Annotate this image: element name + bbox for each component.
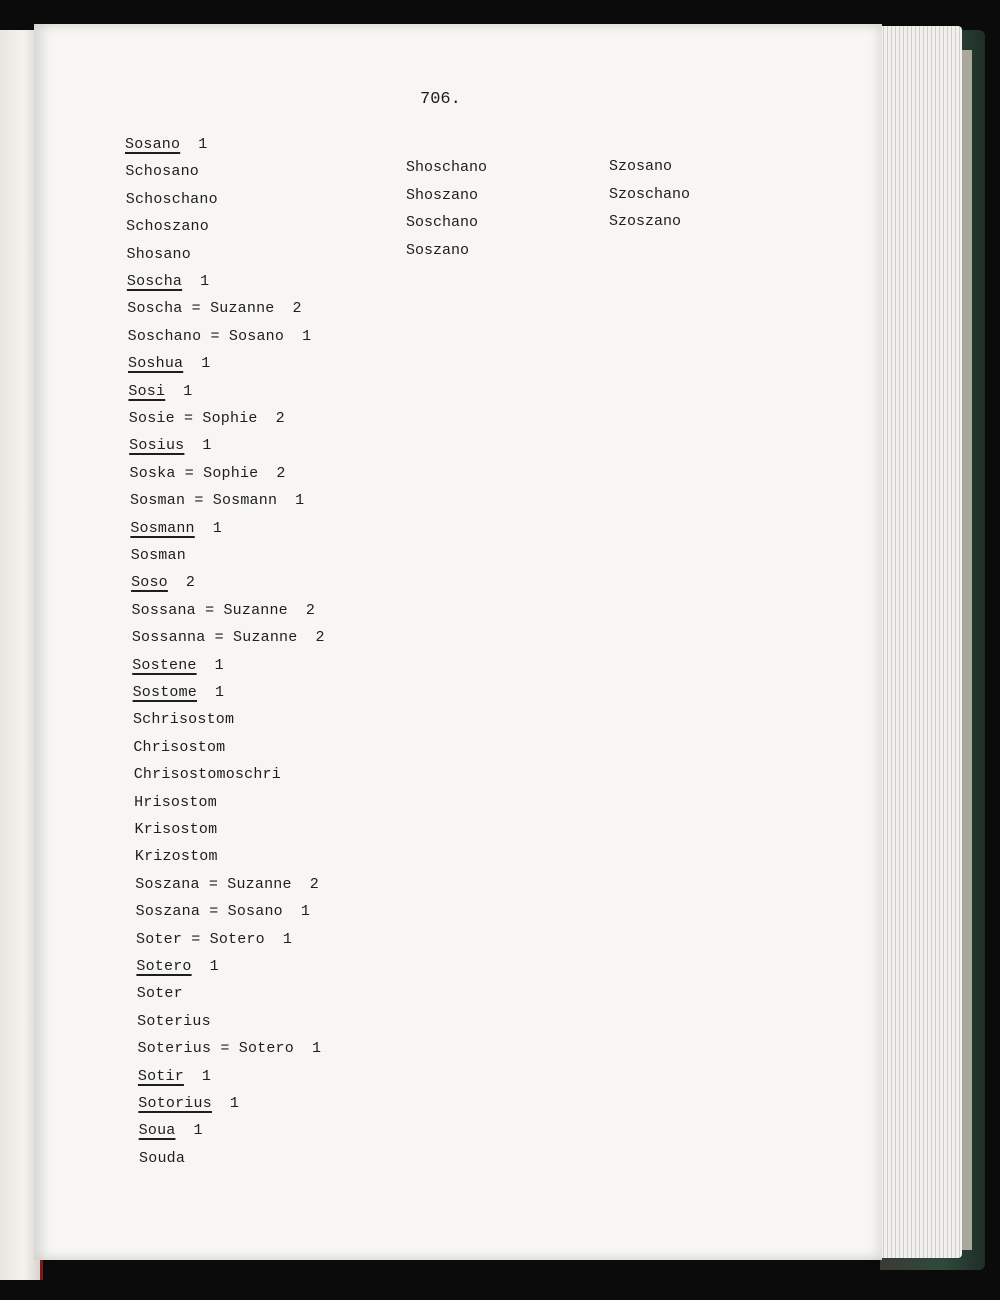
entry-line bbox=[135, 848, 218, 865]
entry-name: Krisostom bbox=[134, 821, 218, 838]
variant-name: Shoszano bbox=[406, 186, 479, 204]
entry-name: Soska = Sophie bbox=[129, 464, 259, 482]
entry-name: Sotir bbox=[137, 1067, 184, 1085]
entry-name: Hrisostom bbox=[134, 793, 217, 811]
entry-name: Souda bbox=[139, 1149, 186, 1167]
entry-count: 1 bbox=[311, 1040, 322, 1058]
variant-column-3 bbox=[609, 153, 690, 236]
entry-line bbox=[128, 383, 192, 400]
entry-count: 2 bbox=[292, 300, 302, 318]
entry-name: Krizostom bbox=[134, 848, 218, 866]
entry-name: Soterius bbox=[137, 1012, 211, 1030]
entry-name: Sosius bbox=[129, 437, 185, 455]
entry-name: Soszana = Suzanne bbox=[135, 875, 292, 893]
entry-line bbox=[138, 1095, 239, 1112]
entry-name: Sostene bbox=[132, 656, 197, 674]
entry-name: Sossanna = Suzanne bbox=[131, 629, 298, 647]
entry-name: Sotero bbox=[136, 958, 192, 975]
entry-line bbox=[135, 876, 319, 893]
page-number: 706. bbox=[420, 90, 461, 109]
entry-line bbox=[133, 711, 234, 728]
entry-count: 2 bbox=[185, 574, 196, 592]
entry-name: Soszana = Sosano bbox=[135, 903, 283, 921]
entry-count: 1 bbox=[214, 656, 224, 674]
entry-line bbox=[128, 355, 210, 372]
entry-count: 1 bbox=[295, 492, 305, 510]
entry-count: 1 bbox=[209, 958, 219, 975]
entry-line bbox=[131, 602, 315, 619]
entry-line bbox=[139, 1150, 185, 1167]
variant-name: Szosano bbox=[609, 158, 673, 175]
entry-line bbox=[138, 1068, 211, 1085]
entry-name: Sosie = Sophie bbox=[128, 410, 258, 427]
entry-line bbox=[136, 931, 292, 948]
entry-name: Sosman = Sosmann bbox=[129, 492, 278, 510]
entry-line bbox=[130, 465, 286, 482]
entry-line bbox=[132, 657, 224, 674]
entry-name: Soso bbox=[131, 574, 168, 592]
entry-line bbox=[136, 958, 218, 975]
entry-count: 1 bbox=[193, 1122, 203, 1140]
entry-line bbox=[134, 766, 281, 783]
entry-name: Chrisostomoschri bbox=[133, 766, 281, 784]
entry-name: Sosano bbox=[125, 136, 181, 153]
entry-name: Soscha = Suzanne bbox=[127, 300, 275, 318]
entry-count: 1 bbox=[200, 273, 210, 290]
entry-count: 1 bbox=[302, 327, 312, 345]
variant-name: Soschano bbox=[406, 214, 479, 232]
entry-count: 1 bbox=[201, 1067, 212, 1085]
entry-name: Sosman bbox=[130, 547, 186, 564]
entry-name: Sossana = Suzanne bbox=[131, 601, 288, 619]
entry-name: Soscha bbox=[126, 273, 183, 290]
variant-name: Shoschano bbox=[406, 159, 488, 176]
entry-name: Shosano bbox=[126, 245, 191, 263]
entry-name: Soter bbox=[136, 985, 183, 1003]
entry-count: 1 bbox=[183, 382, 193, 400]
book-page bbox=[34, 24, 882, 1260]
entry-count: 1 bbox=[229, 1095, 240, 1112]
entry-line bbox=[139, 1122, 203, 1139]
entry-line bbox=[133, 684, 225, 701]
entry-count: 1 bbox=[201, 355, 211, 373]
entry-line bbox=[131, 574, 195, 591]
entry-line bbox=[129, 410, 285, 427]
entry-count: 1 bbox=[212, 519, 222, 537]
entry-name: Chrisostom bbox=[133, 738, 226, 756]
entry-line bbox=[127, 300, 301, 317]
entry-name: Schosano bbox=[125, 163, 199, 181]
entry-line bbox=[136, 903, 310, 920]
entry-count: 2 bbox=[309, 875, 319, 893]
entry-name: Soshua bbox=[128, 355, 184, 373]
entry-count: 2 bbox=[315, 629, 325, 647]
entry-line bbox=[126, 218, 209, 235]
entry-name: Sostome bbox=[132, 684, 198, 701]
entry-line bbox=[131, 547, 186, 564]
entry-line bbox=[130, 492, 304, 509]
entry-name: Sosi bbox=[128, 382, 166, 400]
entry-name: Soua bbox=[138, 1122, 176, 1140]
entry-count: 1 bbox=[300, 903, 311, 921]
variant-name: Szoschano bbox=[609, 185, 691, 203]
entry-name: Soterius = Sotero bbox=[137, 1040, 294, 1058]
variant-name: Soszano bbox=[406, 241, 470, 259]
entry-line bbox=[138, 1040, 322, 1057]
variant-name: Szoszano bbox=[609, 213, 682, 231]
entry-name: Schoszano bbox=[126, 218, 209, 236]
entry-count: 2 bbox=[276, 464, 286, 482]
entry-name: Sotorius bbox=[138, 1095, 212, 1112]
entry-name: Schoschano bbox=[125, 190, 218, 208]
entry-line bbox=[135, 821, 218, 838]
entry-line bbox=[137, 1013, 211, 1030]
entry-count: 2 bbox=[305, 601, 316, 619]
entry-line bbox=[125, 163, 199, 180]
entry-count: 1 bbox=[198, 136, 208, 153]
entry-count: 1 bbox=[215, 684, 225, 701]
entry-line bbox=[128, 328, 312, 345]
entry-line bbox=[137, 985, 183, 1002]
entry-name: Schrisostom bbox=[132, 711, 235, 729]
entry-count: 1 bbox=[202, 437, 212, 455]
variant-column-2 bbox=[406, 154, 487, 264]
entry-count: 1 bbox=[282, 930, 293, 948]
entry-line bbox=[133, 739, 225, 756]
entry-line bbox=[127, 246, 191, 263]
entry-line bbox=[129, 437, 211, 454]
entry-count: 2 bbox=[275, 410, 285, 427]
entry-line bbox=[130, 520, 222, 537]
entry-line bbox=[134, 794, 217, 811]
entry-line bbox=[127, 273, 209, 290]
entry-name: Soter = Sotero bbox=[136, 930, 265, 948]
entry-line bbox=[126, 191, 218, 208]
page-block-edges bbox=[872, 26, 962, 1258]
entry-name: Soschano = Sosano bbox=[127, 327, 285, 345]
entry-name: Sosmann bbox=[130, 519, 195, 537]
entry-line bbox=[125, 136, 207, 153]
entry-line bbox=[132, 629, 325, 646]
